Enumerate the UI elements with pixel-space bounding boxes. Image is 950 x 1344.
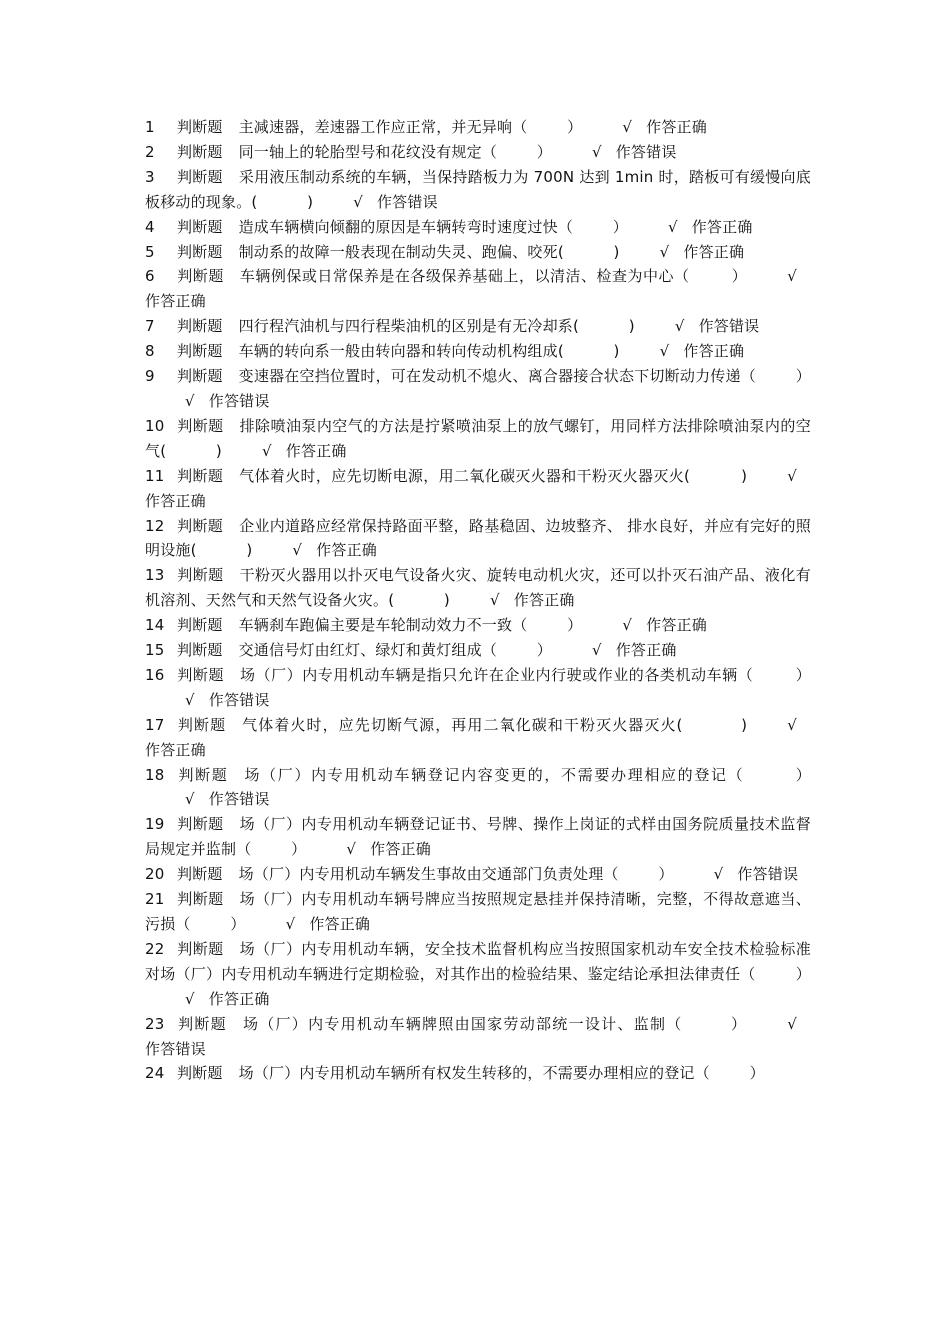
answer-result: 作答正确 xyxy=(683,242,745,261)
question-type: 判断题 xyxy=(177,566,224,585)
question-number: 5 xyxy=(145,242,155,261)
question-text: 气体着火时，应先切断电源，用二氧化碳灭火器和干粉灭火器灭火 xyxy=(239,466,685,485)
question-type: 判断题 xyxy=(177,416,224,435)
question-number: 20 xyxy=(145,865,165,884)
check-mark: √ xyxy=(185,989,195,1008)
answer-blank: （ ） xyxy=(557,217,628,236)
question-number: 13 xyxy=(145,566,165,585)
question-type: 判断题 xyxy=(177,815,224,834)
question-text: 场（厂）内专用机动车辆牌照由国家劳动部统一设计、监制 xyxy=(242,1014,667,1033)
answer-result: 作答错误 xyxy=(737,865,799,884)
check-mark: √ xyxy=(713,865,724,884)
question-text: 场（厂）内专用机动车辆登记证书、号牌、操作上岗证的式样由国务院质量技术监督局规定并监制 xyxy=(145,815,811,859)
check-mark: √ xyxy=(787,1014,797,1033)
question-type: 判断题 xyxy=(177,142,223,161)
question-item xyxy=(145,937,811,1012)
question-type: 判断题 xyxy=(177,890,224,909)
question-number: 8 xyxy=(145,342,155,361)
answer-result: 作答正确 xyxy=(316,541,377,560)
question-text: 制动系的故障一般表现在制动失灵、跑偏、咬死 xyxy=(238,242,558,261)
answer-result: 作答错误 xyxy=(376,192,438,211)
question-type: 判断题 xyxy=(177,342,223,361)
question-text: 企业内道路应经常保持路面平整，路基稳固、边坡整齐、 排水良好，并应有完好的照明设施 xyxy=(145,516,811,560)
question-type: 判断题 xyxy=(177,1064,223,1083)
answer-result: 作答错误 xyxy=(208,790,270,809)
question-text: 场（厂）内专用机动车辆发生事故由交通部门负责处理 xyxy=(238,865,604,884)
question-item xyxy=(145,314,811,339)
answer-blank: ( ) xyxy=(251,192,314,211)
question-item xyxy=(145,613,811,638)
answer-result: 作答正确 xyxy=(309,915,371,933)
question-type: 判断题 xyxy=(177,1014,227,1033)
answer-blank: （ ） xyxy=(740,367,811,386)
answer-result: 作答正确 xyxy=(208,989,270,1008)
check-mark: √ xyxy=(490,591,500,610)
question-item xyxy=(145,862,811,887)
answer-result: 作答正确 xyxy=(285,441,347,460)
answer-blank: （ ） xyxy=(666,1014,748,1033)
question-text: 四行程汽油机与四行程柴油机的区别是有无冷却系 xyxy=(238,317,574,336)
question-item xyxy=(145,115,811,140)
check-mark: √ xyxy=(659,342,670,361)
question-number: 15 xyxy=(145,641,165,660)
check-mark: √ xyxy=(185,690,195,709)
question-type: 判断题 xyxy=(177,466,224,485)
answer-blank: ( ) xyxy=(676,715,748,734)
check-mark: √ xyxy=(787,267,797,286)
question-item xyxy=(145,1061,811,1086)
question-number: 14 xyxy=(145,616,165,635)
question-item xyxy=(145,563,811,613)
question-item xyxy=(145,464,811,514)
answer-result: 作答正确 xyxy=(646,616,707,635)
answer-blank: （ ） xyxy=(512,118,583,136)
question-text: 排除喷油泵内空气的方法是拧紧喷油泵上的放气螺钉，用同样方法排除喷油泵内的空气 xyxy=(145,416,811,460)
question-number: 7 xyxy=(145,317,155,336)
question-item xyxy=(145,1012,811,1062)
answer-blank: （ ） xyxy=(481,641,552,660)
question-text: 场（厂）内专用机动车辆登记内容变更的，不需要办理相应的登记 xyxy=(244,765,728,784)
question-number: 1 xyxy=(145,118,155,136)
question-type: 判断题 xyxy=(177,317,223,336)
check-mark: √ xyxy=(591,142,602,161)
check-mark: √ xyxy=(787,466,797,485)
question-item xyxy=(145,364,811,414)
question-number: 21 xyxy=(145,890,165,909)
answer-blank: ( ) xyxy=(557,342,620,361)
answer-result: 作答正确 xyxy=(691,217,753,236)
question-type: 判断题 xyxy=(177,939,224,958)
question-type: 判断题 xyxy=(177,616,223,635)
question-type: 判断题 xyxy=(177,865,223,884)
answer-blank: ( ) xyxy=(684,466,748,485)
question-item xyxy=(145,638,811,663)
answer-blank: （ ） xyxy=(674,267,748,286)
question-item xyxy=(145,414,811,464)
answer-blank: ( ) xyxy=(388,591,450,610)
check-mark: √ xyxy=(659,242,670,261)
question-number: 9 xyxy=(145,367,155,386)
check-mark: √ xyxy=(292,541,303,560)
check-mark: √ xyxy=(185,391,195,410)
check-mark: √ xyxy=(622,118,633,136)
question-type: 判断题 xyxy=(177,665,225,684)
question-type: 判断题 xyxy=(177,715,227,734)
question-item xyxy=(145,663,811,713)
check-mark: √ xyxy=(787,715,797,734)
question-text: 采用液压制动系统的车辆，当保持踏板力为 700N 达到 1min 时，踏板可有缓慢向底板移动的现象。 xyxy=(145,167,812,211)
answer-result: 作答错误 xyxy=(208,391,270,410)
check-mark: √ xyxy=(185,790,195,809)
question-item xyxy=(145,165,811,215)
question-type: 判断题 xyxy=(177,118,223,136)
answer-blank: （ ） xyxy=(512,616,583,635)
check-mark: √ xyxy=(667,217,678,236)
check-mark: √ xyxy=(285,915,296,933)
answer-result: 作答正确 xyxy=(370,840,431,859)
question-type: 判断题 xyxy=(177,765,229,784)
answer-blank: （ ） xyxy=(175,915,246,933)
question-text: 主减速器，差速器工作应正常，并无异响 xyxy=(238,118,513,136)
question-text: 干粉灭火器用以扑灭电气设备火灾、旋转电动机火灾，还可以扑灭石油产品、液化有机溶剂、天然气和天然气设备火灾。 xyxy=(145,566,811,610)
question-text: 场（厂）内专用机动车辆，安全技术监督机构应当按照国家机动车安全技术检验标准对场（厂）内专用机动车辆进行定期检验，对其作出的检验结果、鉴定结论承担法律责任 xyxy=(145,939,811,983)
question-type: 判断题 xyxy=(177,242,223,261)
question-text: 场（厂）内专用机动车辆号牌应当按照规定悬挂并保持清晰，完整，不得故意遮当、污损 xyxy=(145,890,811,933)
answer-result: 作答错误 xyxy=(145,1039,206,1058)
question-number: 11 xyxy=(145,466,165,485)
answer-blank: （ ） xyxy=(740,964,811,983)
question-item xyxy=(145,339,811,364)
question-text: 同一轴上的轮胎型号和花纹没有规定 xyxy=(238,142,482,161)
question-number: 16 xyxy=(145,665,165,684)
question-text: 场（厂）内专用机动车辆是指只允许在企业内行驶或作业的各类机动车辆 xyxy=(240,665,738,684)
question-type: 判断题 xyxy=(177,367,223,386)
question-text: 车辆例保或日常保养是在各级保养基础上，以清洁、检查为中心 xyxy=(239,267,675,286)
answer-blank: （ ） xyxy=(727,765,811,784)
answer-result: 作答正确 xyxy=(145,491,206,510)
answer-result: 作答正确 xyxy=(513,591,575,610)
check-mark: √ xyxy=(591,641,602,660)
question-number: 19 xyxy=(145,815,165,834)
question-text: 车辆刹车跑偏主要是车轮制动效力不一致 xyxy=(238,616,513,635)
question-number: 2 xyxy=(145,142,155,161)
check-mark: √ xyxy=(346,840,357,859)
answer-blank: ( ) xyxy=(190,541,253,560)
question-item xyxy=(145,140,811,165)
question-text: 车辆的转向系一般由转向器和转向传动机构组成 xyxy=(238,342,558,361)
answer-result: 作答错误 xyxy=(698,317,760,336)
question-type: 判断题 xyxy=(177,516,224,535)
question-item xyxy=(145,887,811,937)
question-item xyxy=(145,215,811,240)
question-type: 判断题 xyxy=(177,217,223,236)
question-text: 造成车辆横向倾翻的原因是车辆转弯时速度过快 xyxy=(238,217,558,236)
answer-blank: ( ) xyxy=(573,317,635,336)
question-number: 3 xyxy=(145,167,155,186)
check-mark: √ xyxy=(262,441,272,460)
question-number: 17 xyxy=(145,715,165,734)
question-number: 18 xyxy=(145,765,165,784)
answer-blank: （ ） xyxy=(694,1064,765,1083)
question-type: 判断题 xyxy=(177,167,223,186)
question-type: 判断题 xyxy=(177,267,224,286)
question-number: 10 xyxy=(145,416,165,435)
question-number: 6 xyxy=(145,267,155,286)
answer-result: 作答正确 xyxy=(683,342,745,361)
question-type: 判断题 xyxy=(177,641,223,660)
question-number: 4 xyxy=(145,217,155,236)
question-number: 12 xyxy=(145,516,165,535)
question-number: 22 xyxy=(145,939,165,958)
answer-result: 作答正确 xyxy=(646,118,707,136)
question-list xyxy=(145,115,811,1086)
question-text: 变速器在空挡位置时，可在发动机不熄火、离合器接合状态下切断动力传递 xyxy=(238,367,741,386)
question-item xyxy=(145,812,811,862)
answer-blank: （ ） xyxy=(236,840,307,859)
question-item xyxy=(145,240,811,265)
question-text: 场（厂）内专用机动车辆所有权发生转移的，不需要办理相应的登记 xyxy=(238,1064,695,1083)
answer-result: 作答错误 xyxy=(615,142,677,161)
question-number: 23 xyxy=(145,1014,165,1033)
answer-blank: （ ） xyxy=(481,142,552,161)
answer-result: 作答错误 xyxy=(208,690,270,709)
answer-result: 作答正确 xyxy=(145,740,206,759)
answer-blank: ( ) xyxy=(160,441,222,460)
check-mark: √ xyxy=(622,616,633,635)
question-text: 气体着火时，应先切断气源，再用二氧化碳和干粉灭火器灭火 xyxy=(242,715,677,734)
question-text: 交通信号灯由红灯、绿灯和黄灯组成 xyxy=(238,641,482,660)
question-item xyxy=(145,264,811,314)
answer-result: 作答正确 xyxy=(145,292,206,311)
question-item xyxy=(145,713,811,763)
question-item xyxy=(145,763,811,813)
answer-blank: （ ） xyxy=(737,665,811,684)
answer-result: 作答正确 xyxy=(615,641,677,660)
check-mark: √ xyxy=(674,317,685,336)
question-number: 24 xyxy=(145,1064,165,1083)
answer-blank: ( ) xyxy=(557,242,620,261)
question-item xyxy=(145,514,811,564)
answer-blank: （ ） xyxy=(603,865,674,884)
check-mark: √ xyxy=(353,192,363,211)
